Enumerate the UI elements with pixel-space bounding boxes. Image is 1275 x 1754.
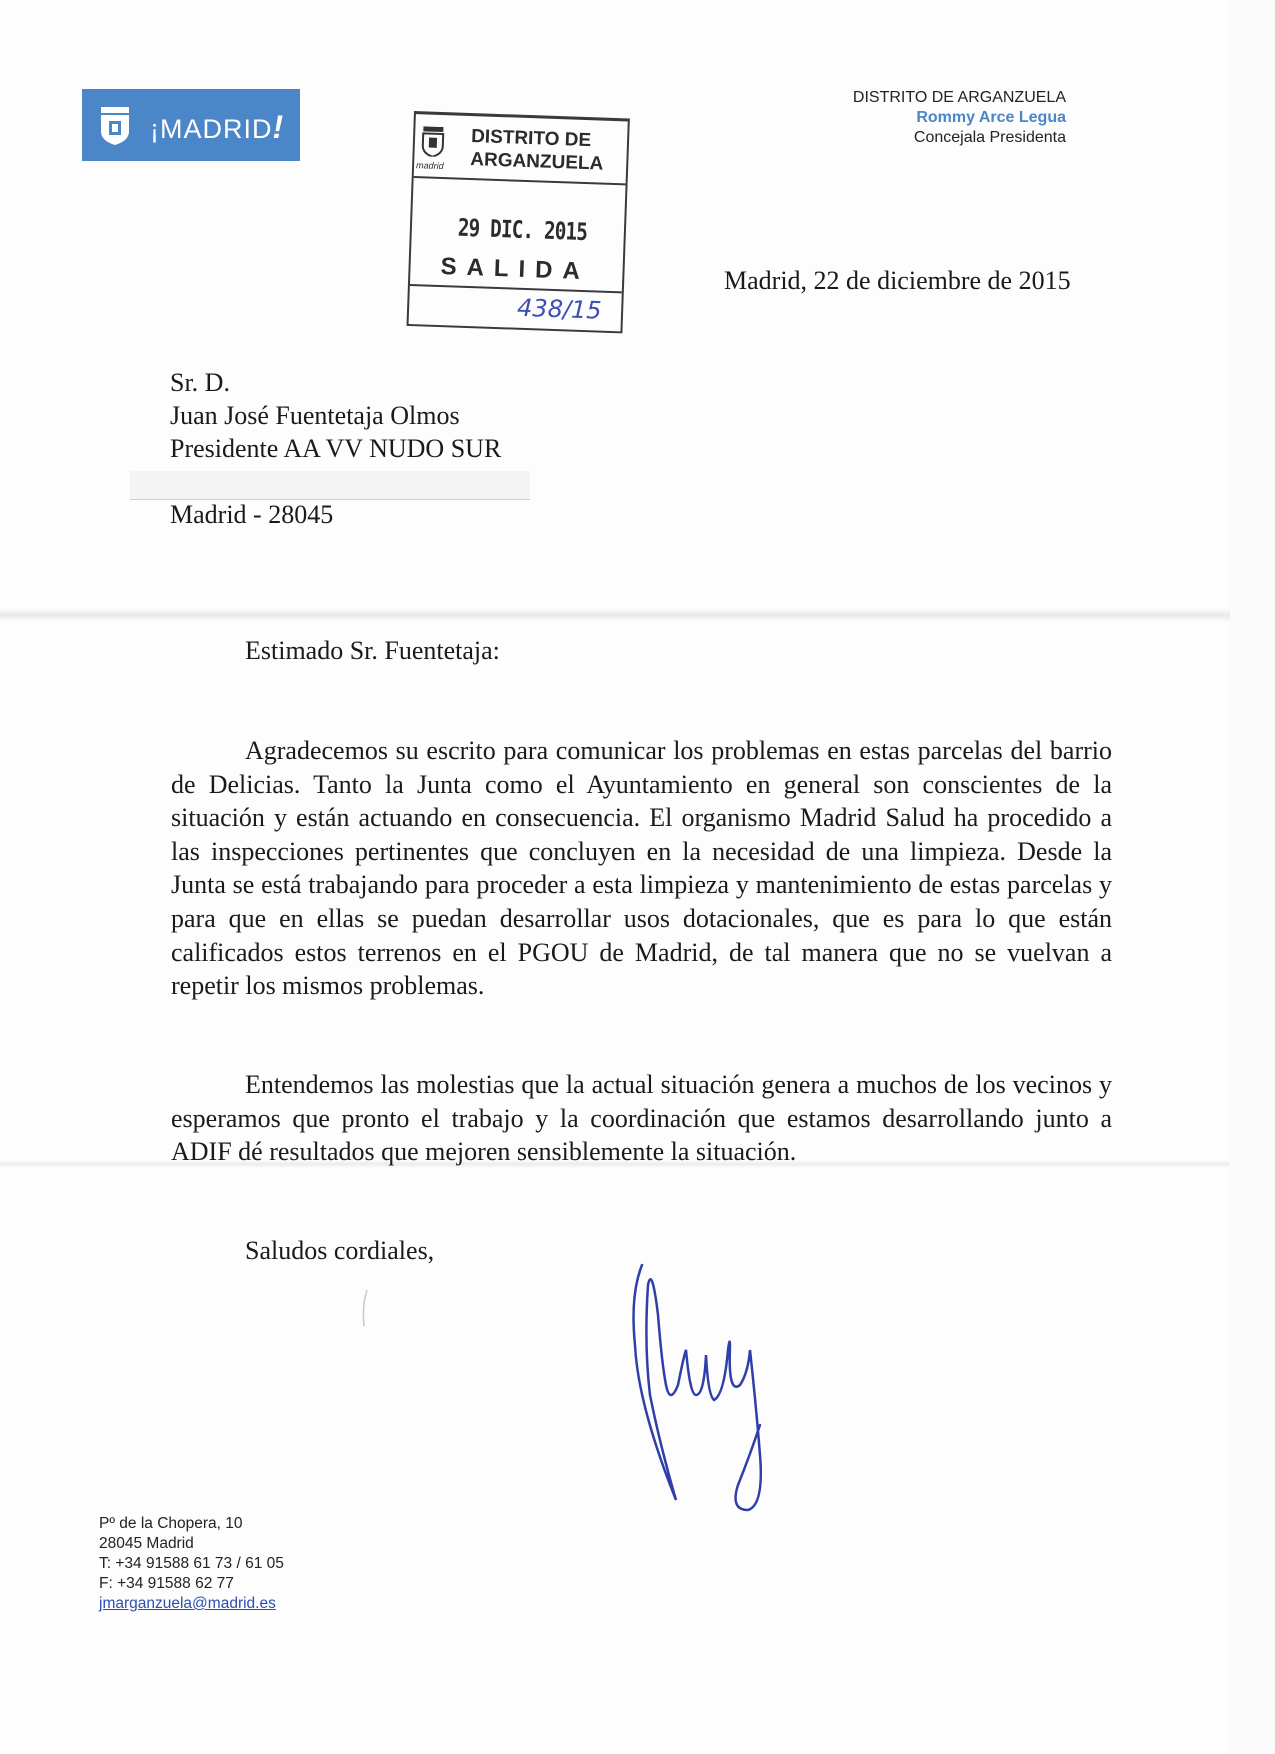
footer-city: 28045 Madrid — [99, 1535, 194, 1552]
footer-street: Pº de la Chopera, 10 — [99, 1515, 243, 1532]
letter-date: Madrid, 22 de diciembre de 2015 — [724, 266, 1071, 295]
stamp-label: SALIDA — [440, 253, 591, 286]
footer-phone: T: +34 91588 61 73 / 61 05 — [99, 1555, 284, 1572]
stamp-divider — [414, 176, 626, 185]
greeting: Estimado Sr. Fuentetaja: — [245, 636, 500, 665]
stamp-divider — [410, 284, 622, 293]
body-paragraph: Entendemos las molestias que la actual situación genera a muchos de los vecinos y esperamos que pronto el trabajo y la coordinación que estamos desarrollando junto a ADIF dé resultados que mejoren sensiblemente la situación. — [171, 1070, 1112, 1167]
closing: Saludos cordiales, — [245, 1236, 435, 1265]
registry-stamp — [406, 111, 629, 333]
recipient-title: Sr. D. — [170, 368, 230, 397]
signature — [600, 1255, 860, 1535]
footer-fax: F: +34 91588 62 77 — [99, 1575, 234, 1592]
body-paragraph: Agradecemos su escrito para comunicar los problemas en estas parcelas del barrio de Delicias. Tanto la Junta como el Ayuntamiento en general son conscientes de la situación y están actuando en consecuencia. El organismo Madrid Salud ha procedido a las inspecciones pertinentes que concluyen en la necesidad de una limpieza. Desde la Junta se está trabajando para proceder a esta limpieza y mantenimiento de estas parcelas y para que en ellas se puedan desarrollar usos dotacionales, que es para lo que están calificados estos terrenos en el PGOU de Madrid, de tal manera que no se vuelvan a repetir los mismos problemas. — [171, 736, 1112, 1001]
district-name: DISTRITO DE ARGANZUELA — [852, 89, 1066, 106]
recipient-address — [170, 366, 530, 531]
recipient-position: Presidente AA VV NUDO SUR — [170, 434, 502, 463]
sender-name: Rommy Arce Legua — [916, 109, 1066, 126]
pen-mark — [360, 1288, 370, 1328]
madrid-logo — [82, 89, 300, 161]
madrid-crest-icon — [98, 107, 132, 145]
stamp-line2: ARGANZUELA — [469, 149, 604, 175]
logo-text: ¡MADRID! — [150, 109, 285, 145]
recipient-name: Juan José Fuentetaja Olmos — [170, 401, 460, 430]
footer-email-link[interactable]: jmarganzuela@madrid.es — [99, 1595, 276, 1612]
footer-contact — [99, 1514, 284, 1614]
recipient-city: Madrid - 28045 — [170, 500, 334, 529]
sender-header — [766, 88, 1066, 148]
stamp-date: 29 DIC. 2015 — [457, 213, 588, 247]
redacted-address — [130, 471, 530, 500]
stamp-madrid-small: madrid — [415, 160, 444, 172]
sender-role: Concejala Presidenta — [913, 129, 1066, 146]
paper-fold — [0, 608, 1230, 622]
stamp-number: 438/15 — [516, 293, 603, 325]
madrid-crest-icon — [420, 126, 445, 157]
stamp-line1: DISTRITO DE — [470, 126, 592, 152]
